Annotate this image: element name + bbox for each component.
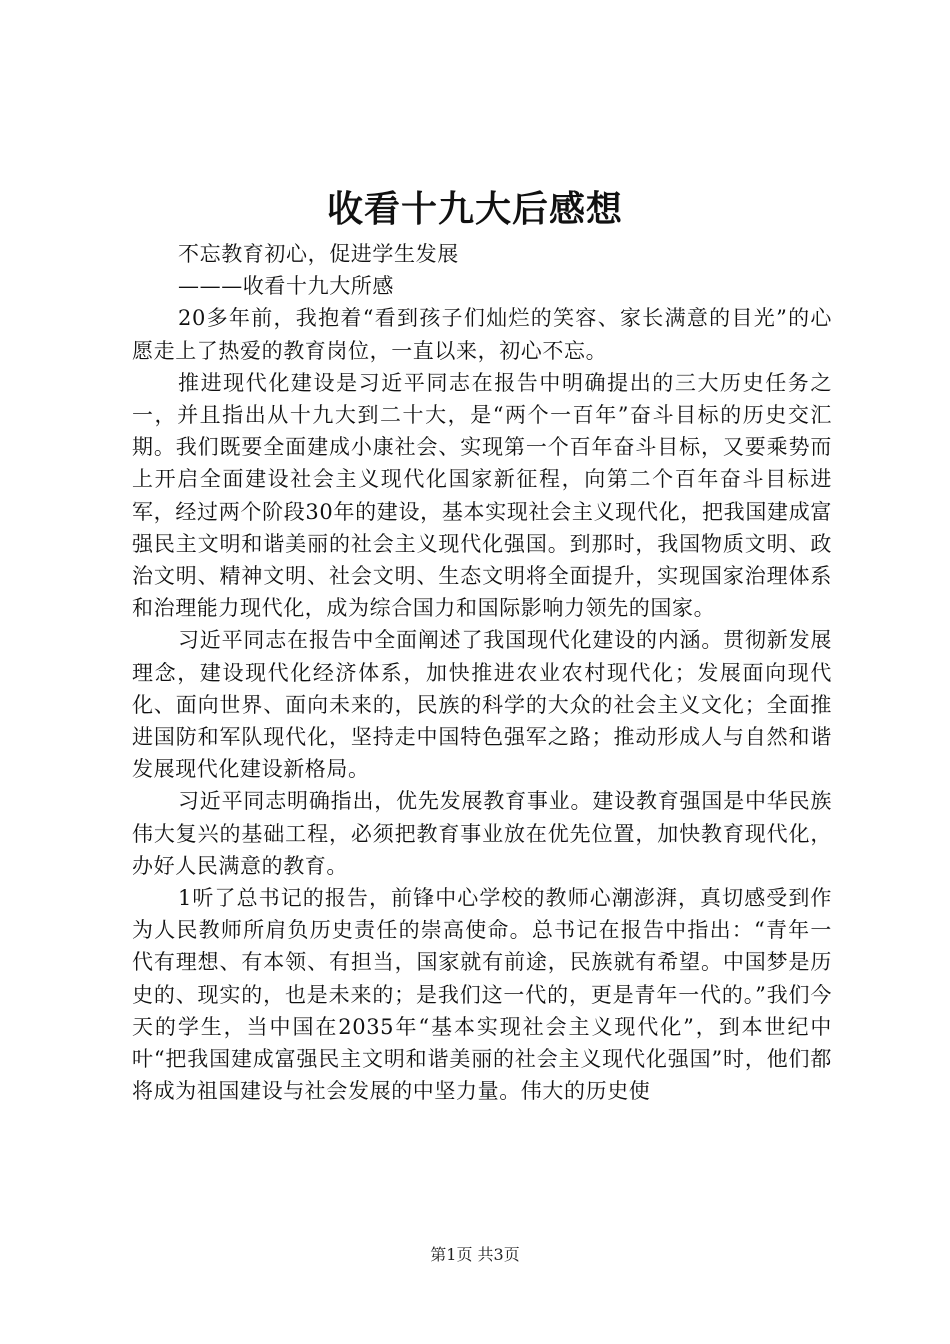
document-body bbox=[132, 238, 832, 1107]
subheading-secondary: ———收看十九大所感 bbox=[178, 274, 394, 299]
page-footer: 第1页 共3页 bbox=[430, 1245, 520, 1264]
paragraph-3: 习近平同志在报告中全面阐述了我国现代化建设的内涵。贯彻新发展理念，建设现代化经济体系，加快推进农业农村现代化；发展面向现代化、面向世界、面向未来的，民族的科学的大众的社会主义文化；全面推进国防和军队现代化，坚持走中国特色强军之路；推动形成人与自然和谐发展现代化建设新格局。 bbox=[132, 628, 832, 782]
subheading-main: 不忘教育初心，促进学生发展 bbox=[178, 242, 459, 266]
paragraph-5: 1听了总书记的报告，前锋中心学校的教师心潮澎湃，真切感受到作为人民教师所肩负历史责任的崇高使命。总书记在报告中指出：“青年一代有理想、有本领、有担当，国家就有前途，民族就有希望。中国梦是历史的、现实的，也是未来的；是我们这一代的，更是青年一代的。”我们今天的学生，当中国在2035年“基本实现社会主义现代化”，到本世纪中叶“把我国建成富强民主文明和谐美丽的社会主义现代化强国”时，他们都将成为祖国建设与社会发展的中坚力量。伟大的历史使 bbox=[132, 886, 832, 1104]
paragraph-1: 20多年前，我抱着“看到孩子们灿烂的笑容、家长满意的目光”的心愿走上了热爱的教育岗位，一直以来，初心不忘。 bbox=[132, 306, 832, 363]
paragraph-4: 习近平同志明确指出，优先发展教育事业。建设教育强国是中华民族伟大复兴的基础工程，必须把教育事业放在优先位置，加快教育现代化，办好人民满意的教育。 bbox=[132, 789, 832, 878]
paragraph-2: 推进现代化建设是习近平同志在报告中明确提出的三大历史任务之一，并且指出从十九大到二十大，是“两个一百年”奋斗目标的历史交汇期。我们既要全面建成小康社会、实现第一个百年奋斗目标，又要乘势而上开启全面建设社会主义现代化国家新征程，向第二个百年奋斗目标进军，经过两个阶段30年的建设，基本实现社会主义现代化，把我国建成富强民主文明和谐美丽的社会主义现代化强国。到那时，我国物质文明、政治文明、精神文明、社会文明、生态文明将全面提升，实现国家治理体系和治理能力现代化，成为综合国力和国际影响力领先的国家。 bbox=[132, 370, 832, 621]
document-title: 收看十九大后感想 bbox=[326, 188, 623, 230]
